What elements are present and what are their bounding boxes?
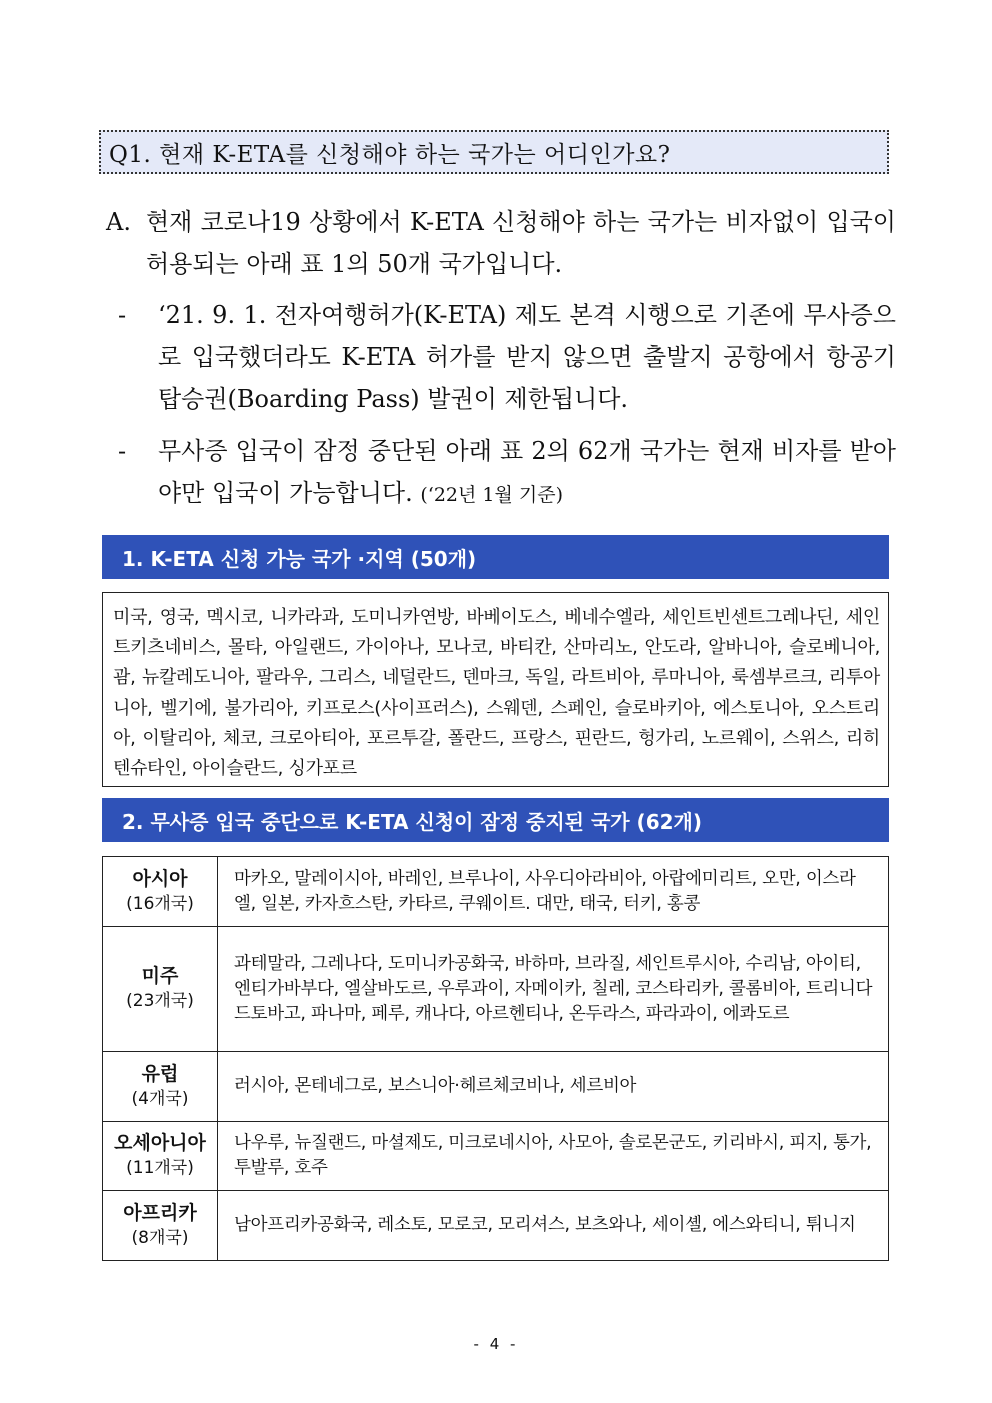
bullet-dash: - bbox=[118, 437, 127, 465]
region-name-cell bbox=[103, 927, 218, 1052]
region-name-cell bbox=[103, 1122, 218, 1191]
answer-text: 현재 코로나19 상황에서 K-ETA 신청해야 하는 국가는 비자없이 입국이 허용되는 아래 표 1의 50개 국가입니다. bbox=[146, 208, 896, 278]
region-name: 오세아니아 bbox=[114, 1132, 206, 1154]
table-row bbox=[103, 1122, 889, 1191]
region-countries: 러시아, 몬테네그로, 보스니아·헤르체코비나, 세르비아 bbox=[218, 1052, 889, 1122]
region-count: (23개국) bbox=[126, 991, 194, 1011]
section2-title: 2. 무사증 입국 중단으로 K-ETA 신청이 잠정 중지된 국가 (62개) bbox=[122, 809, 702, 834]
section1-header bbox=[102, 535, 889, 579]
section1-country-list bbox=[102, 592, 889, 787]
table-row bbox=[103, 1191, 889, 1261]
region-count: (8개국) bbox=[131, 1227, 189, 1248]
section1-countries: 미국, 영국, 멕시코, 니카라과, 도미니카연방, 바베이도스, 베네수엘라, 세인트빈센트그레나딘, 세인트키츠네비스, 몰타, 아일랜드, 가이아나, 모나코, 바티칸, 산마리노, 안도라, 알바니아, 슬로베니아, 괌, 뉴칼레도니아, 팔라우, 그리스, 네덜란드, 덴마크, 독일, 라트비아, 루마니아, 룩셈부르크, 리투아니아, 벨기에, 불가리아, 키프로스(사이프러스), 스웨덴, 스페인, 슬로바키아, 에스토니아, 오스트리아, 이탈리아, 체코, 크로아티아, 포르투갈, 폴란드, 프랑스, 핀란드, 헝가리, 노르웨이, 스위스, 리히텐슈타인, 아이슬란드, 싱가포르 bbox=[113, 607, 880, 780]
table-row bbox=[103, 1052, 889, 1122]
bullet-item bbox=[118, 430, 896, 516]
region-countries: 나우루, 뉴질랜드, 마셜제도, 미크로네시아, 사모아, 솔로몬군도, 키리바시, 피지, 통가, 투발루, 호주 bbox=[218, 1122, 889, 1191]
bullet-note: (‘22년 1월 기준) bbox=[420, 484, 564, 506]
region-count: (16개국) bbox=[126, 893, 194, 914]
region-countries: 남아프리카공화국, 레소토, 모로코, 모리셔스, 보츠와나, 세이셸, 에스와티니, 튀니지 bbox=[218, 1191, 889, 1261]
region-name-cell bbox=[103, 857, 218, 927]
table-row bbox=[103, 857, 889, 927]
bullet-text: 무사증 입국이 잠정 중단된 아래 표 2의 62개 국가는 현재 비자를 받아야만 입국이 가능합니다. bbox=[158, 437, 896, 507]
region-countries: 과테말라, 그레나다, 도미니카공화국, 바하마, 브라질, 세인트루시아, 수리남, 아이티, 엔티가바부다, 엘살바도르, 우루과이, 자메이카, 칠레, 코스타리카, 콜롬비아, 트리니다드토바고, 파나마, 페루, 캐나다, 아르헨티나, 온두라스, 파라과이, 에콰도르 bbox=[218, 927, 889, 1052]
region-name-cell bbox=[103, 1052, 218, 1122]
region-name: 아프리카 bbox=[123, 1201, 197, 1224]
page-number: - 4 - bbox=[473, 1335, 519, 1353]
question-text: Q1. 현재 K-ETA를 신청해야 하는 국가는 어디인가요? bbox=[109, 141, 671, 168]
region-name: 아시아 bbox=[132, 867, 188, 890]
region-name-cell bbox=[103, 1191, 218, 1261]
region-count: (11개국) bbox=[126, 1158, 194, 1178]
region-count: (4개국) bbox=[131, 1088, 189, 1109]
region-countries: 마카오, 말레이시아, 바레인, 브루나이, 사우디아라비아, 아랍에미리트, 오만, 이스라엘, 일본, 카자흐스탄, 카타르, 쿠웨이트. 대만, 태국, 터키, 홍콩 bbox=[218, 857, 889, 927]
bullet-text: ‘21. 9. 1. 전자여행허가(K-ETA) 제도 본격 시행으로 기존에 무사증으로 입국했더라도 K-ETA 허가를 받지 않으면 출발지 공항에서 항공기 탑승권(Boarding Pass) 발권이 제한됩니다. bbox=[158, 301, 896, 413]
bullet-dash: - bbox=[118, 301, 127, 329]
answer-paragraph bbox=[106, 201, 896, 285]
region-name: 유럽 bbox=[141, 1062, 179, 1085]
answer-prefix: A. bbox=[106, 208, 131, 236]
table-row bbox=[103, 927, 889, 1052]
region-table bbox=[102, 856, 889, 1261]
question-box bbox=[99, 130, 889, 174]
section2-header bbox=[102, 798, 889, 842]
bullet-item bbox=[118, 294, 896, 420]
section1-title: 1. K-ETA 신청 가능 국가 ·지역 (50개) bbox=[122, 546, 477, 571]
bullet-body bbox=[158, 430, 896, 516]
region-name: 미주 bbox=[141, 965, 179, 987]
